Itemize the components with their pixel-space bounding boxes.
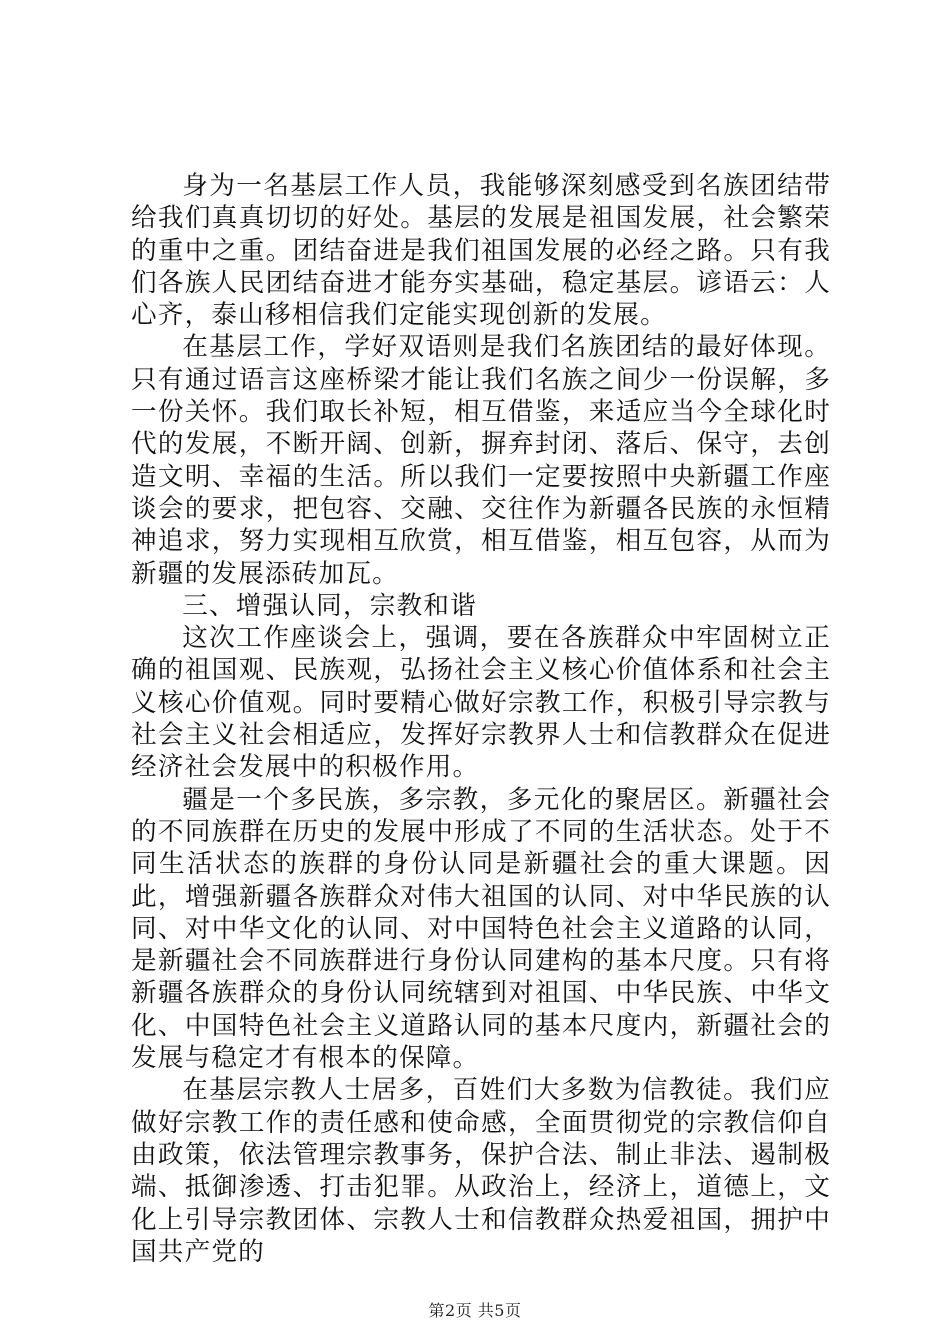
paragraph-bilingual: 在基层工作，学好双语则是我们名族团结的最好体现。只有通过语言这座桥梁才能让我们名族之间少一份误解，多一份关怀。我们取长补短，相互借鉴，来适应当今全球化时代的发展，不断开阔、创新，摒弃封闭、落后、保守，去创造文明、幸福的生活。所以我们一定要按照中央新疆工作座谈会的要求，把包容、交融、交往作为新疆各民族的永恒精神追求，努力实现相互欣赏，相互借鉴，相互包容，从而为新疆的发展添砖加瓦。: [131, 332, 831, 589]
page-number: 第2页 共5页: [428, 1301, 522, 1320]
paragraph-unity-benefits: 身为一名基层工作人员，我能够深刻感受到名族团结带给我们真真切切的好处。基层的发展是祖国发展，社会繁荣的重中之重。团结奋进是我们祖国发展的必经之路。只有我们各族人民团结奋进才能夯实基础，稳定基层。谚语云：人心齐，泰山移相信我们定能实现创新的发展。: [131, 171, 831, 331]
paragraph-identity: 疆是一个多民族，多宗教，多元化的聚居区。新疆社会的不同族群在历史的发展中形成了不同的生活状态。处于不同生活状态的族群的身份认同是新疆社会的重大课题。因此，增强新疆各族群众对伟大祖国的认同、对中华民族的认同、对中华文化的认同、对中国特色社会主义道路的认同，是新疆社会不同族群进行身份认同建构的基本尺度。只有将新疆各族群众的身份认同统辖到对祖国、中华民族、中华文化、中国特色社会主义道路认同的基本尺度内，新疆社会的发展与稳定才有根本的保障。: [131, 784, 831, 1074]
paragraph-symposium: 这次工作座谈会上，强调，要在各族群众中牢固树立正确的祖国观、民族观，弘扬社会主义核心价值体系和社会主义核心价值观。同时要精心做好宗教工作，积极引导宗教与社会主义社会相适应，发挥好宗教界人士和信教群众在促进经济社会发展中的积极作用。: [131, 623, 831, 783]
document-body: [131, 170, 831, 1268]
paragraph-religion-work: 在基层宗教人士居多，百姓们大多数为信教徒。我们应做好宗教工作的责任感和使命感，全面贯彻党的宗教信仰自由政策，依法管理宗教事务，保护合法、制止非法、遏制极端、抵御渗透、打击犯罪。从政治上，经济上，道德上，文化上引导宗教团体、宗教人士和信教群众热爱祖国，拥护中国共产党的: [131, 1075, 831, 1267]
section-heading: 三、增强认同，宗教和谐: [182, 590, 477, 621]
